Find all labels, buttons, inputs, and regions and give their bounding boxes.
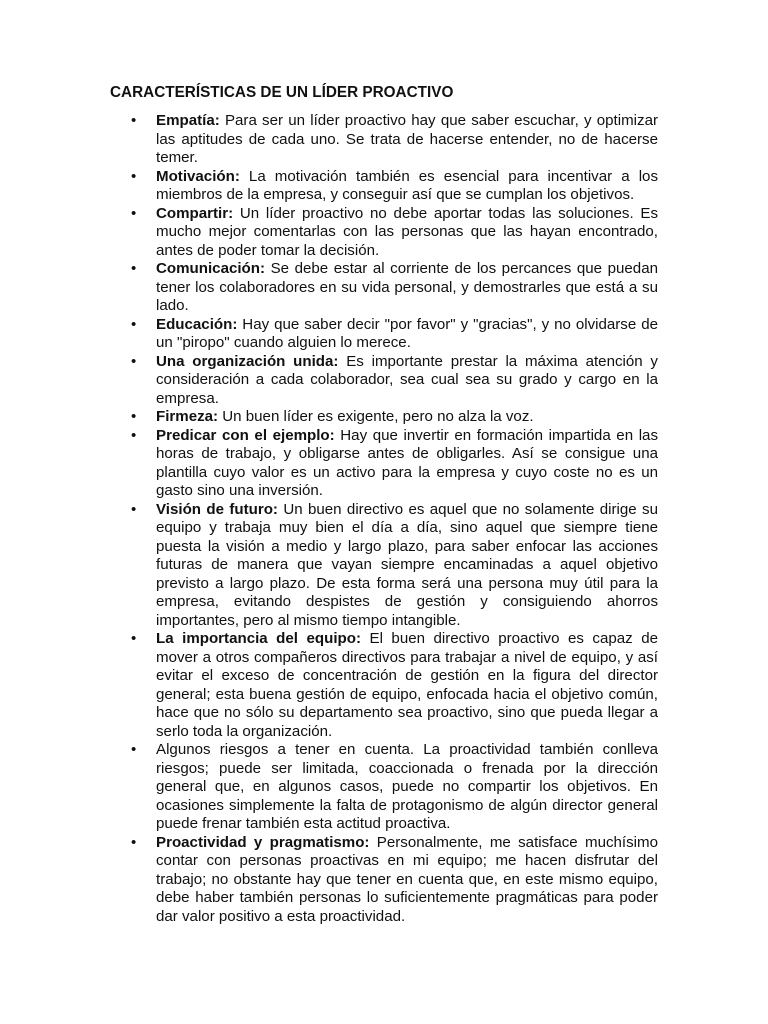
item-label: Empatía: bbox=[156, 112, 220, 130]
list-item bbox=[131, 352, 658, 409]
item-text: Se debe estar al corriente de los percances que puedan tener los colaboradores en su vida personal, y demostrarles que está a su lado. bbox=[156, 260, 658, 315]
list-item bbox=[131, 500, 658, 631]
bullet-icon: • bbox=[131, 315, 137, 333]
bullet-icon: • bbox=[131, 260, 137, 278]
characteristics-list bbox=[110, 112, 658, 926]
item-text: Un buen líder es exigente, pero no alza la voz. bbox=[218, 408, 534, 426]
item-label: Proactividad y pragmatismo: bbox=[156, 833, 370, 851]
item-label: Motivación: bbox=[156, 167, 240, 185]
list-item bbox=[131, 408, 658, 427]
bullet-icon: • bbox=[131, 352, 137, 370]
item-text: Un buen directivo es aquel que no solamente dirige su equipo y trabaja muy bien el día a día, sino aquel que siempre tiene puesta la visión a medio y largo plazo, para saber enfocar las acciones futuras de manera que vayan siempre encaminadas a aquel objetivo previsto a largo plazo. De esta forma será una persona muy útil para la empresa, evitando despistes de gestión y consiguiendo ahorros importantes, pero al mismo tiempo intangible. bbox=[156, 500, 658, 629]
document-title: CARACTERÍSTICAS DE UN LÍDER PROACTIVO bbox=[110, 84, 454, 101]
item-text: Para ser un líder proactivo hay que saber escuchar, y optimizar las aptitudes de cada uno. Se trata de hacerse entender, no de hacerse temer. bbox=[156, 112, 658, 167]
list-item bbox=[131, 315, 658, 353]
item-label: Compartir: bbox=[156, 204, 234, 222]
list-item bbox=[131, 741, 658, 834]
item-label: Predicar con el ejemplo: bbox=[156, 426, 335, 444]
item-text: El buen directivo proactivo es capaz de mover a otros compañeros directivos para trabajar a nivel de equipo, y así evitar el exceso de concentración de gestión en la figura del director general; esta buena gestión de equipo, enfocada hacia el objetivo común, hace que no sólo su departamento sea proactivo, sino que pueda llegar a serlo toda la organización. bbox=[156, 630, 658, 740]
bullet-icon: • bbox=[131, 630, 137, 648]
list-item bbox=[131, 260, 658, 316]
bullet-icon: • bbox=[131, 204, 137, 222]
item-text: Algunos riesgos a tener en cuenta. La proactividad también conlleva riesgos; puede ser limitada, coaccionada o frenada por la dirección general que, en algunos casos, puede no compartir los objetivos. En ocasiones simplemente la falta de protagonismo de algún director general puede frenar también esta actitud proactiva. bbox=[156, 741, 658, 833]
bullet-icon: • bbox=[131, 500, 137, 518]
bullet-icon: • bbox=[131, 833, 137, 851]
list-item bbox=[131, 426, 658, 501]
bullet-icon: • bbox=[131, 426, 137, 444]
item-label: Firmeza: bbox=[156, 408, 219, 426]
item-text: Personalmente, me satisface muchísimo contar con personas proactivas en mi equipo; me hacen disfrutar del trabajo; no obstante hay que tener en cuenta que, en este mismo equipo, debe haber también personas lo suficientemente pragmáticas para poder dar valor positivo a esta proactividad. bbox=[156, 833, 658, 925]
bullet-icon: • bbox=[131, 741, 137, 759]
list-item bbox=[131, 833, 658, 927]
list-item bbox=[131, 204, 658, 261]
list-item bbox=[131, 167, 658, 205]
item-text: Hay que invertir en formación impartida en las horas de trabajo, y obligarse antes de obligarles. Así se consigue una plantilla cuyo valor es un activo para la empresa y cuyo coste no es un gasto sino una inversión. bbox=[156, 426, 658, 500]
item-label: Una organización unida: bbox=[156, 352, 339, 370]
list-item bbox=[131, 630, 658, 741]
item-label: Visión de futuro: bbox=[156, 500, 278, 518]
item-text: Un líder proactivo no debe aportar todas las soluciones. Es mucho mejor comentarlas con las personas que las hayan encontrado, antes de poder tomar la decisión. bbox=[156, 204, 658, 259]
item-label: Educación: bbox=[156, 315, 238, 333]
bullet-icon: • bbox=[131, 408, 137, 426]
item-label: Comunicación: bbox=[156, 260, 266, 278]
item-label: La importancia del equipo: bbox=[156, 630, 361, 648]
bullet-icon: • bbox=[131, 112, 137, 130]
bullet-icon: • bbox=[131, 167, 137, 185]
item-text: Hay que saber decir "por favor" y "gracias", y no olvidarse de un "piropo" cuando alguien lo merece. bbox=[156, 315, 658, 352]
item-text: Es importante prestar la máxima atención y consideración a cada colaborador, sea cual sea su grado y cargo en la empresa. bbox=[156, 352, 658, 407]
item-text: La motivación también es esencial para incentivar a los miembros de la empresa, y conseguir así que se cumplan los objetivos. bbox=[156, 167, 658, 204]
list-item bbox=[131, 112, 658, 168]
